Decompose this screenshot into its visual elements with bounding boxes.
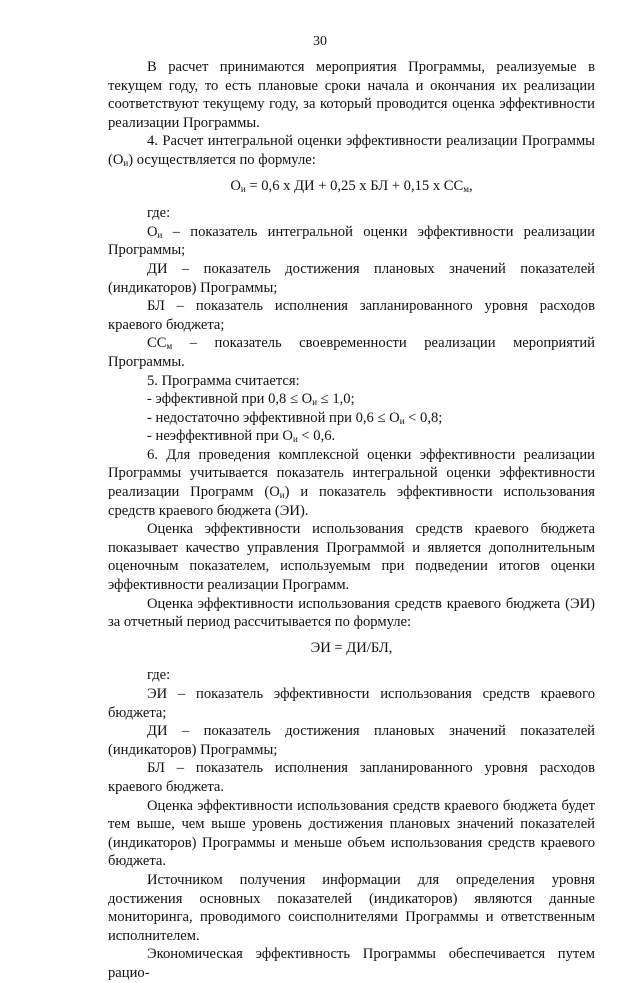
paragraph: - неэффективной при $О_и < 0,6$. (147, 428, 336, 445)
paragraph: Экономическая эффективность Программы обеспечивается путем рацио- (108, 946, 595, 981)
paragraph: БЛ – показатель исполнения запланированного уровня расходов краевого бюджета. (108, 760, 595, 795)
paragraph: - эффективной при $0,8 \le О_и \le 1,0$; (147, 391, 355, 408)
paragraph: $СС_м$ – показатель своевременности реализации мероприятий Программы. (108, 335, 595, 370)
paragraph: В расчет принимаются мероприятия Программы, реализуемые в текущем году, то есть плановые сроки начала и окончания их реализации соответствуют текущему году, за который проводится оценка эффективности реализации Программы. (108, 59, 595, 131)
paragraph: Оценка эффективности использования средств краевого бюджета показывает качество управления Программой и является дополнительным оценочным показателем, используемым при подведении итогов оценки эффективности реализации Программ. (108, 521, 595, 594)
paragraph: 4. Расчет интегральной оценки эффективности реализации Программы $(О_и)$ осуществляется по формуле: (108, 133, 595, 168)
paragraph: где: (147, 667, 171, 684)
paragraph: Оценка эффективности использования средств краевого бюджета (ЭИ) за отчетный период рассчитывается по формуле: (108, 595, 595, 631)
formula: $О_и = 0,6$ х ДИ + 0,25 х БЛ + 0,15 х $СС_м$, (230, 177, 473, 194)
paragraph: 6. Для проведения комплексной оценки эффективности реализации Программы учитывается показатель интегральной оценки эффективности реализации Программ $(О_и)$ и показатель эффективности использования средств краевого бюджета (ЭИ). (108, 446, 595, 519)
page-number: 30 (313, 34, 327, 49)
paragraph: БЛ – показатель исполнения запланированного уровня расходов краевого бюджета; (108, 298, 595, 333)
formula: ЭИ = ДИ/БЛ, (310, 639, 393, 656)
paragraph: Источником получения информации для определения уровня достижения основных показателей (индикаторов) являются данные мониторинга, проводимого соисполнителями Программы и ответственным исполнителем. (108, 871, 595, 944)
paragraph: ДИ – показатель достижения плановых значений показателей (индикаторов) Программы; (108, 260, 595, 296)
paragraph: 5. Программа считается: (147, 372, 300, 389)
paragraph: Оценка эффективности использования средств краевого бюджета будет тем выше, чем выше уровень достижения плановых значений показателей (индикаторов) Программы и меньше объем использования средств краевого бюджета. (108, 797, 595, 870)
paragraph: ДИ – показатель достижения плановых значений показателей (индикаторов) Программы; (108, 723, 595, 758)
document-body (108, 58, 595, 983)
paragraph: где: (147, 205, 171, 222)
paragraph: ЭИ – показатель эффективности использования средств краевого бюджета; (108, 686, 595, 721)
paragraph: $О_и$ – показатель интегральной оценки эффективности реализации Программы; (108, 223, 595, 259)
paragraph: - недостаточно эффективной при $0,6 \le О_и < 0,8$; (147, 409, 443, 426)
